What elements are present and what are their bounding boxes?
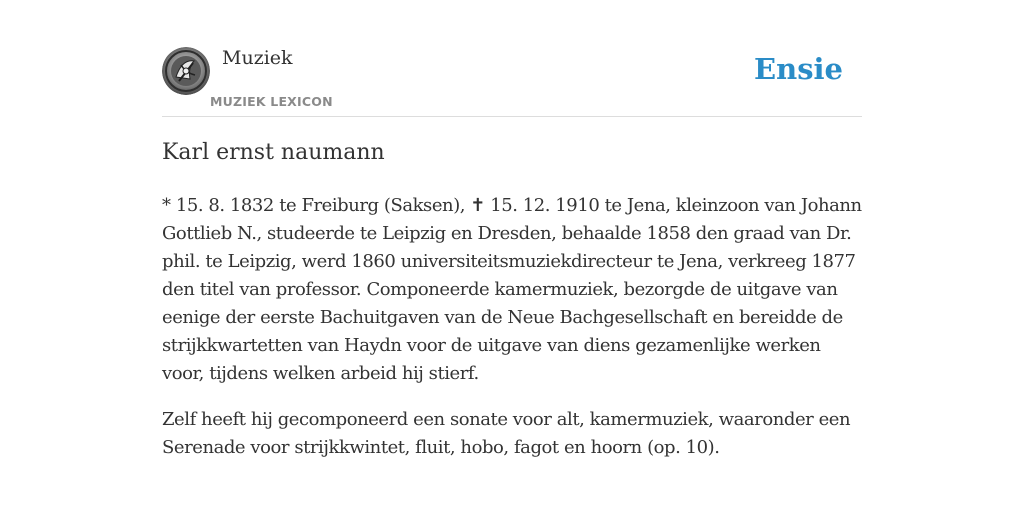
brand-logo-link[interactable]: Ensie [754, 52, 843, 86]
article-paragraph: Zelf heeft hij gecomponeerd een sonate voor alt, kamermuziek, waaronder een Serenade voor strijkkwintet, fluit, hobo, fagot en hoorn (op. 10). [162, 409, 851, 458]
site-name[interactable]: Muziek [222, 47, 293, 69]
site-subtitle: MUZIEK LEXICON [210, 94, 333, 109]
site-header [162, 40, 862, 117]
gramophone-emblem-icon[interactable] [162, 47, 210, 95]
article-title: Karl ernst naumann [162, 140, 385, 165]
article-body [162, 192, 862, 480]
article-paragraph: * 15. 8. 1832 te Freiburg (Saksen), ✝ 15. 12. 1910 te Jena, kleinzoon van Johann Gottlieb N., studeerde te Leipzig en Dresden, behaalde 1858 den graad van Dr. phil. te Leipzig, werd 1860 universiteitsmuziekdirecteur te Jena, verkreeg 1877 den titel van professor. Componeerde kamermuziek, bezorgde de uitgave van eenige der eerste Bachuitgaven van de Neue Bachgesellschaft en bereidde de strijkkwartetten van Haydn voor de uitgave van diens gezamenlijke werken voor, tijdens welken arbeid hij stierf. [162, 195, 862, 384]
